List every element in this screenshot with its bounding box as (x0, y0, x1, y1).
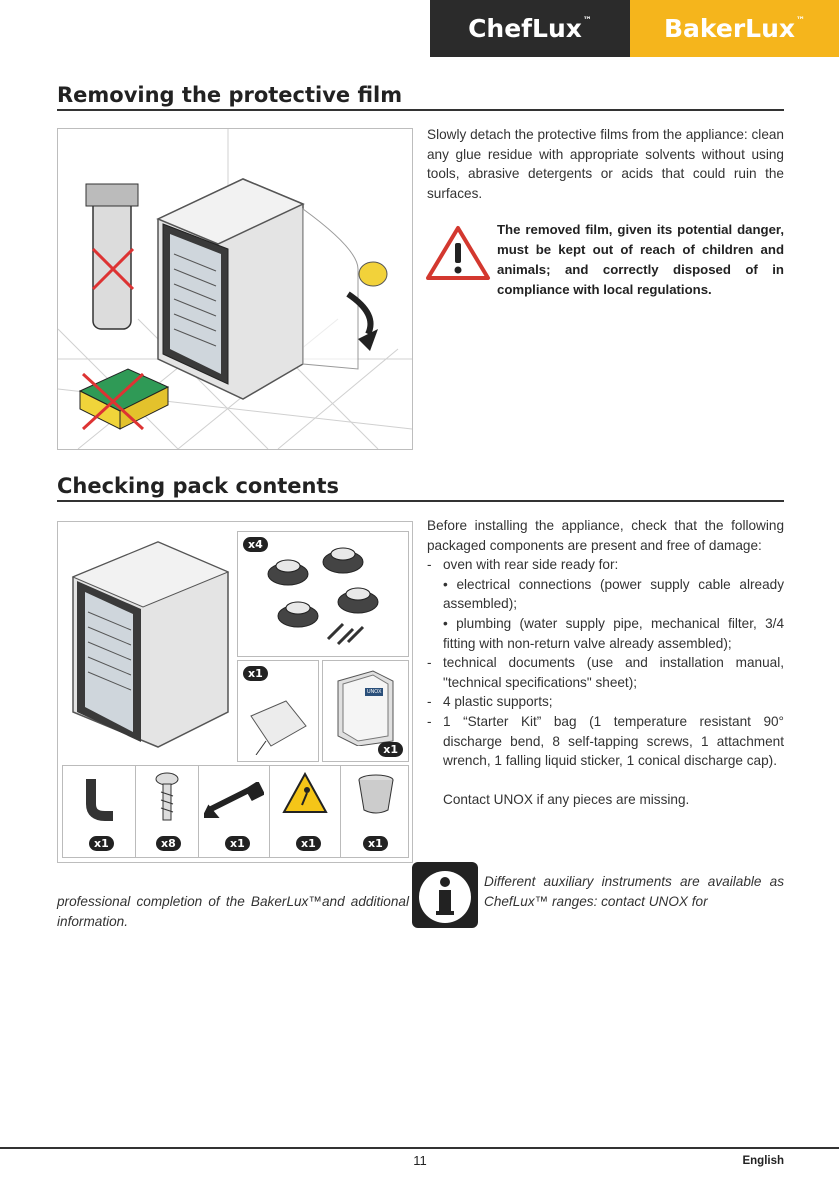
wrench-qty-badge: x1 (225, 836, 250, 851)
brand-cheflux-label: ChefLux (468, 14, 582, 43)
screw-icon (154, 772, 180, 826)
doc-brand-label: UNOX (367, 689, 382, 695)
pack-contact-note: Contact UNOX if any pieces are missing. (443, 791, 690, 807)
sticker-qty-badge: x1 (296, 836, 321, 851)
wrench-icon (204, 782, 264, 818)
trademark: ™ (796, 15, 806, 26)
footer-divider (0, 1147, 839, 1149)
starter-kit-bag-icon (246, 691, 310, 755)
screws-qty-badge: x8 (156, 836, 181, 851)
plastic-supports-icon (258, 544, 398, 654)
figure-pack-contents (57, 521, 413, 863)
sticker-cell (270, 766, 341, 857)
language-label: English (742, 1155, 784, 1167)
page-number: 11 (413, 1153, 427, 1168)
info-note-right: Different auxiliary instruments are available as ChefLux™ ranges: contact UNOX for (484, 874, 784, 909)
bag-panel (237, 660, 319, 762)
pack-list (427, 555, 784, 575)
pack-intro: Before installing the appliance, check that the following packaged components are present and free of damage: (427, 518, 784, 553)
brand-bakerlux (630, 0, 839, 57)
documents-qty-badge: x1 (378, 742, 403, 757)
falling-liquid-sticker-icon (282, 772, 328, 814)
pack-subitem-plumbing: • plumbing (water supply pipe, mechanical filter, 3/4 fitting with non-return valve already assembled); (443, 615, 784, 651)
pack-list-item-oven (427, 555, 784, 575)
pack-list-item-starter-kit: - 1 “Starter Kit” bag (1 temperature resistant 90° discharge bend, 8 self-tapping screws, 1 attachment wrench, 1 falling liquid sticker, 1 conical discharge cap). (427, 712, 784, 771)
section-title-removing-film: Removing the protective film (57, 83, 784, 111)
film-removal-instructions: Slowly detach the protective films from the appliance: clean any glue residue with appropriate solvents without using tools, abrasive detergents or acids that could ruin the surfaces. (427, 127, 784, 201)
oven-illustration (63, 537, 233, 752)
oven-film-illustration (58, 129, 412, 449)
warning-triangle-icon (425, 225, 491, 281)
cap-cell (341, 766, 408, 857)
pack-list-continued (427, 653, 784, 771)
manual-documents-icon (333, 666, 398, 746)
screws-cell (136, 766, 199, 857)
brand-cheflux (430, 0, 630, 57)
supports-panel (237, 531, 409, 657)
info-icon (412, 862, 478, 928)
wrench-cell (199, 766, 270, 857)
section-title-pack-contents: Checking pack contents (57, 474, 784, 502)
documents-panel (322, 660, 409, 762)
pack-list-item-supports: - 4 plastic supports; (427, 692, 784, 712)
pack-item-oven-label: oven with rear side ready for: (443, 557, 619, 573)
pack-contents-text (427, 516, 784, 809)
bag-qty-badge: x1 (243, 666, 268, 681)
discharge-bend-icon (83, 774, 117, 824)
bend-qty-badge: x1 (89, 836, 114, 851)
conical-cap-icon (356, 774, 396, 816)
pack-subitem-electrical: • electrical connections (power supply cable already assembled); (443, 576, 784, 612)
pack-list-item-documents: - technical documents (use and installation manual, "technical specifications" sheet); (427, 653, 784, 692)
discharge-bend-cell (63, 766, 136, 857)
figure-film-removal (57, 128, 413, 450)
cap-qty-badge: x1 (363, 836, 388, 851)
starter-kit-row (62, 765, 409, 858)
film-warning-text: The removed film, given its potential danger, must be kept out of reach of children and animals; and correctly disposed of in compliance with local regulations. (497, 222, 784, 297)
brand-bakerlux-label: BakerLux (663, 14, 796, 43)
supports-qty-badge: x4 (243, 537, 268, 552)
info-note-left: professional completion of the BakerLux™and additional information. (57, 894, 409, 929)
trademark: ™ (582, 15, 592, 26)
